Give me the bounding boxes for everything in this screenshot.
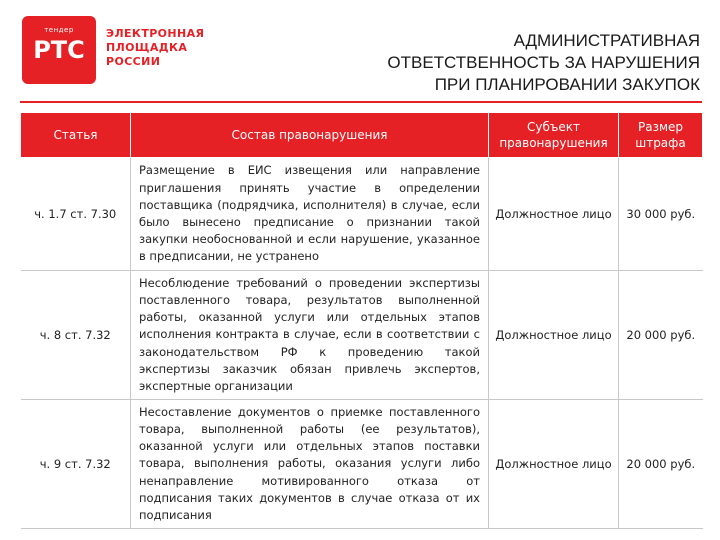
page-title-line: АДМИНИСТРАТИВНАЯ <box>513 31 700 50</box>
header-fine: Размер штрафа <box>619 113 703 158</box>
table-row <box>21 400 703 529</box>
header-article: Статья <box>21 113 131 158</box>
logo-brand: РТС <box>33 36 85 64</box>
article-cell: ч. 8 ст. 7.32 <box>21 271 131 400</box>
article-cell: ч. 1.7 ст. 7.30 <box>21 158 131 271</box>
page-title <box>280 30 700 96</box>
table-row <box>21 271 703 400</box>
logo-caption <box>106 27 204 69</box>
description-cell: Размещение в ЕИС извещения или направление приглашения принять участие в определении поставщика (подрядчика, исполнителя) в случае, если было вынесено предписание о признании такой закупки необоснованной и если нарушение, указанное в предписании, не устранено <box>131 158 489 271</box>
subject-cell: Должностное лицо <box>489 271 619 400</box>
logo-caption-line: РОССИИ <box>106 55 161 68</box>
table-header-row <box>21 113 703 158</box>
page-title-line: ОТВЕТСТВЕННОСТЬ ЗА НАРУШЕНИЯ <box>387 53 700 72</box>
description-cell: Несоставление документов о приемке поставленного товара, выполненной работы (ее результатов), оказанной услуги или отдельных этапов поставки товара, выполнения работы, оказания услуги либо ненаправление мотивированного отказа от подписания таких документов в случае отказа от их подписания <box>131 400 489 529</box>
table-row <box>21 158 703 271</box>
logo-caption-line: ЭЛЕКТРОННАЯ <box>106 27 205 40</box>
logo <box>22 16 96 84</box>
description-cell: Несоблюдение требований о проведении экспертизы поставленного товара, результатов выполненной работы, оказанной услуги или отдельных этапов исполнения контракта в случае, если в соответствии с законодательством РФ к проведению такой экспертизы заказчик обязан привлечь экспертов, экспертные организации <box>131 271 489 400</box>
fine-cell: 30 000 руб. <box>619 158 703 271</box>
logo-small-text: тендер <box>44 26 74 34</box>
fine-cell: 20 000 руб. <box>619 400 703 529</box>
subject-cell: Должностное лицо <box>489 158 619 271</box>
violations-table <box>20 112 703 529</box>
subject-cell: Должностное лицо <box>489 400 619 529</box>
header-description: Состав правонарушения <box>131 113 489 158</box>
fine-cell: 20 000 руб. <box>619 271 703 400</box>
header-subject: Субъект правонарушения <box>489 113 619 158</box>
logo-caption-line: ПЛОЩАДКА <box>106 41 188 54</box>
article-cell: ч. 9 ст. 7.32 <box>21 400 131 529</box>
page-title-line: ПРИ ПЛАНИРОВАНИИ ЗАКУПОК <box>434 75 700 94</box>
title-divider <box>20 101 702 103</box>
